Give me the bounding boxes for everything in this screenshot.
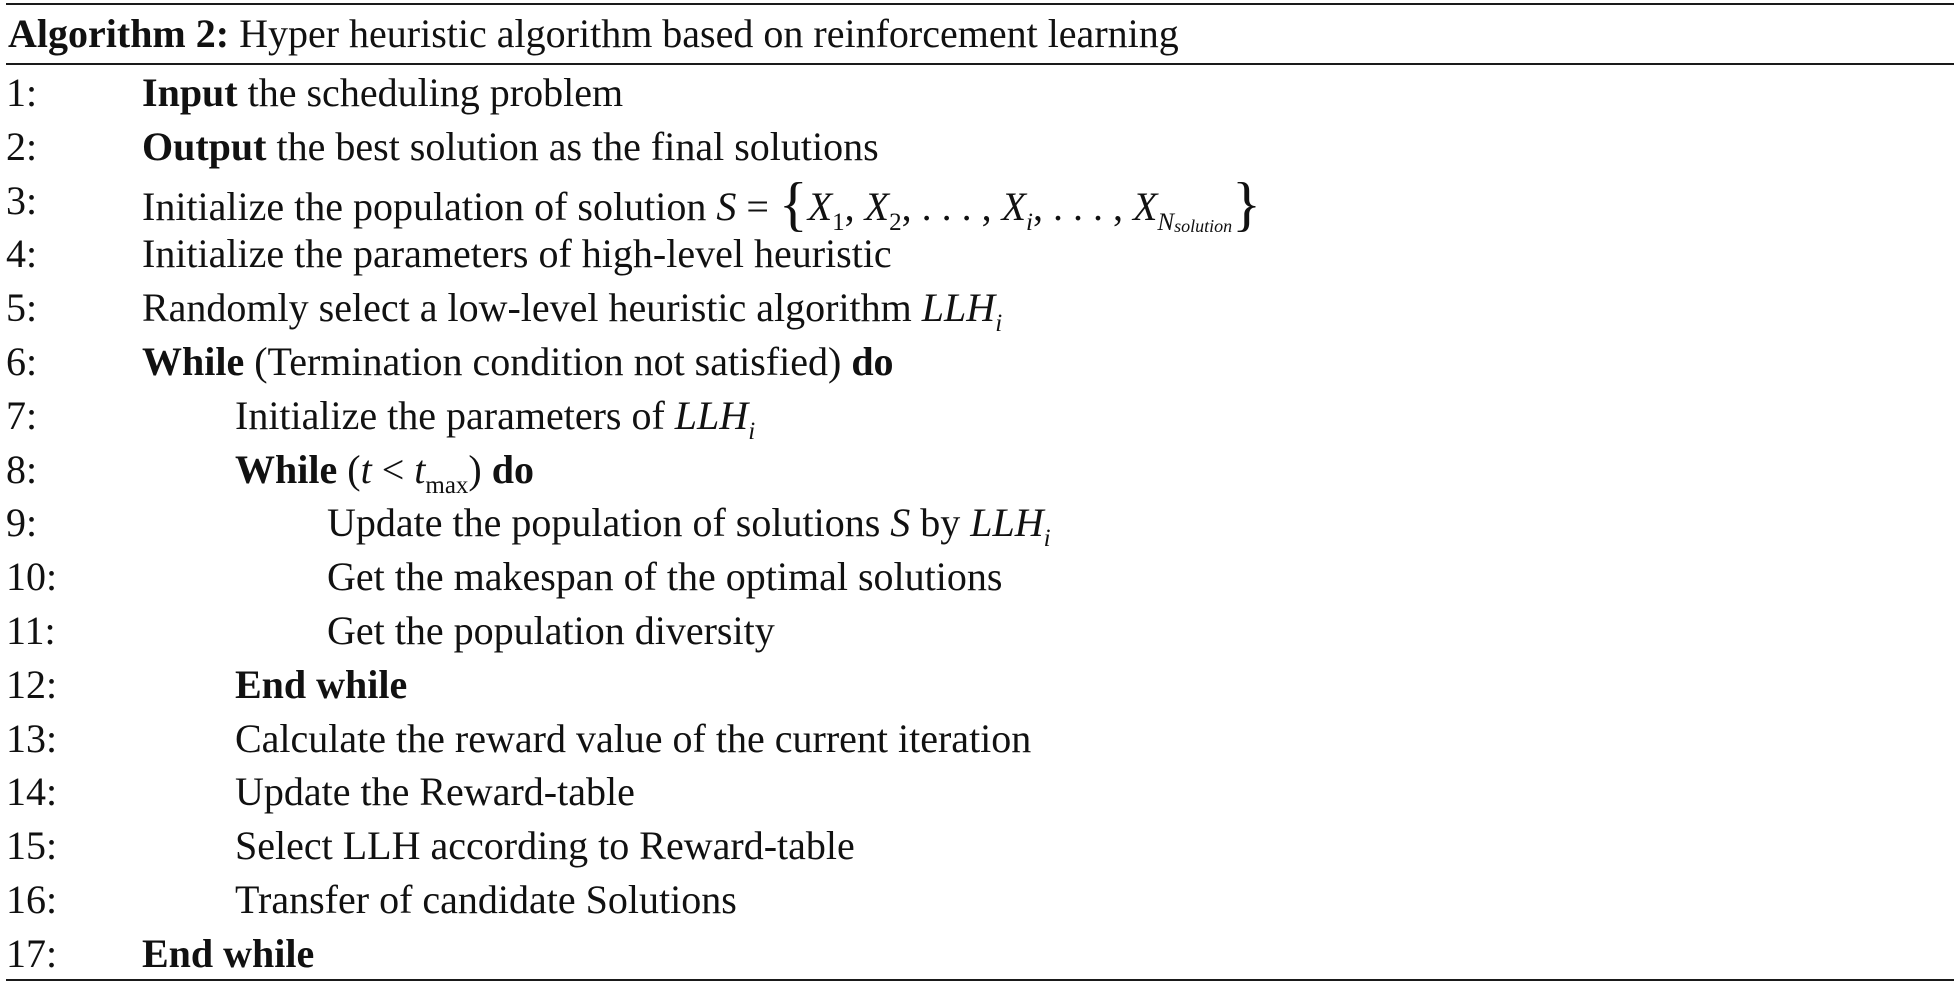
line-number: 6: <box>6 338 38 384</box>
math-subscript: i <box>748 417 756 445</box>
line-content <box>142 120 879 174</box>
algorithm-line <box>0 765 1954 819</box>
line-text: (Termination condition not satisfied) <box>244 338 852 384</box>
line-content <box>235 765 635 819</box>
line-content <box>235 443 534 503</box>
line-text: ( <box>337 446 361 492</box>
math-subscript: i <box>1043 525 1051 553</box>
line-text: Initialize the parameters of high-level heuristic <box>142 231 892 277</box>
keyword: do <box>851 338 894 384</box>
keyword: While <box>142 338 245 384</box>
line-number: 5: <box>6 285 38 331</box>
math-symbol: LLH <box>970 500 1044 546</box>
line-content <box>235 389 755 449</box>
line-text: the scheduling problem <box>237 70 624 115</box>
math-symbol: S <box>716 183 737 229</box>
algorithm-line <box>0 66 1954 120</box>
algorithm-line <box>0 927 1954 981</box>
algorithm-line <box>0 335 1954 389</box>
line-content <box>142 927 314 981</box>
header-rule <box>6 63 1954 65</box>
algorithm-line <box>0 443 1954 497</box>
line-text: Update the population of solutions <box>327 500 891 546</box>
algorithm-lines <box>0 66 1954 981</box>
keyword: End while <box>235 661 408 707</box>
math-right-brace: } <box>1232 170 1261 237</box>
line-text: Initialize the population of solution <box>142 183 717 229</box>
math-ellipsis: , . . . , <box>1032 183 1133 229</box>
algorithm-line <box>0 281 1954 338</box>
math-subscript: N <box>1157 208 1175 236</box>
line-number: 10: <box>6 554 58 600</box>
math-symbol: t <box>414 446 426 492</box>
line-number: 14: <box>6 769 58 815</box>
line-number: 2: <box>6 123 38 169</box>
line-content <box>235 658 407 712</box>
line-number: 16: <box>6 876 58 922</box>
line-number: 3: <box>6 177 38 223</box>
math-subscript-nested: solution <box>1174 215 1233 236</box>
algorithm-line <box>0 712 1954 766</box>
math-symbol: S <box>890 500 911 546</box>
line-content <box>327 496 1051 556</box>
math-symbol: t <box>360 446 372 492</box>
line-text: the best solution as the final solutions <box>266 123 879 169</box>
line-text: Get the makespan of the optimal solutions <box>327 554 1003 600</box>
algorithm-line <box>0 170 1954 237</box>
line-content <box>142 281 1002 341</box>
algorithm-line <box>0 550 1954 604</box>
bottom-rule <box>6 979 1954 981</box>
keyword: do <box>491 446 534 492</box>
keyword: Output <box>142 123 267 169</box>
line-content <box>142 66 623 120</box>
math-subscript: max <box>425 471 469 499</box>
top-rule <box>6 3 1954 5</box>
line-text: Randomly select a low-level heuristic algorithm <box>142 285 922 331</box>
math-left-brace: { <box>778 170 808 237</box>
line-text: Calculate the reward value of the current iteration <box>235 715 1032 761</box>
keyword: Input <box>142 70 238 115</box>
line-number: 12: <box>6 661 58 707</box>
line-content <box>142 335 894 389</box>
math-symbol: LLH <box>921 285 996 331</box>
line-text: Select LLH according to Reward-table <box>235 823 855 869</box>
math-subscript: i <box>1026 208 1033 236</box>
math-operator: = <box>736 183 779 229</box>
line-number: 9: <box>6 500 38 546</box>
math-symbol: X <box>1132 183 1158 229</box>
math-operator: < <box>371 446 415 492</box>
math-subscript: 2 <box>889 208 902 236</box>
math-symbol: X <box>864 183 890 229</box>
line-content <box>235 819 855 873</box>
line-text: Initialize the parameters of <box>235 392 675 438</box>
line-number: 17: <box>6 930 58 976</box>
algorithm-line <box>0 496 1954 553</box>
keyword: While <box>235 446 338 492</box>
line-number: 4: <box>6 231 38 277</box>
math-subscript: 1 <box>832 208 845 236</box>
algorithm-line <box>0 658 1954 712</box>
algorithm-line <box>0 227 1954 281</box>
line-number: 13: <box>6 715 58 761</box>
line-number: 11: <box>6 607 56 653</box>
algorithm-line <box>0 819 1954 873</box>
line-number: 15: <box>6 823 58 869</box>
line-number: 1: <box>6 70 38 115</box>
algorithm-line <box>0 873 1954 927</box>
line-content <box>327 604 775 658</box>
algorithm-header <box>8 6 1179 62</box>
algorithm-title: Hyper heuristic algorithm based on reinforcement learning <box>239 11 1179 56</box>
math-ellipsis: , . . . , <box>901 183 1002 229</box>
math-subscript: i <box>995 310 1003 338</box>
line-text: ) <box>468 446 492 492</box>
algorithm-label: Algorithm 2: <box>8 11 230 56</box>
line-number: 8: <box>6 446 38 492</box>
line-text: Update the Reward-table <box>235 769 635 815</box>
algorithm-line <box>0 604 1954 658</box>
line-text: Transfer of candidate Solutions <box>235 876 737 922</box>
line-text: by <box>910 500 971 546</box>
algorithm-line <box>0 389 1954 443</box>
keyword: End while <box>142 930 315 976</box>
algorithm-line <box>0 120 1954 174</box>
math-symbol: X <box>807 183 833 229</box>
line-content <box>327 550 1002 604</box>
line-content <box>235 712 1031 766</box>
line-number: 7: <box>6 392 38 438</box>
line-content <box>235 873 737 927</box>
line-content: Initialize the population of solution $S = \{X_1$, $X_2$, . . . , $X_i$, . . . , $X_{Nsolution}$} <box>142 170 1261 237</box>
math-symbol: X <box>1001 183 1027 229</box>
line-text: Get the population diversity <box>327 607 775 653</box>
math-symbol: LLH <box>674 392 749 438</box>
line-content <box>142 227 892 281</box>
